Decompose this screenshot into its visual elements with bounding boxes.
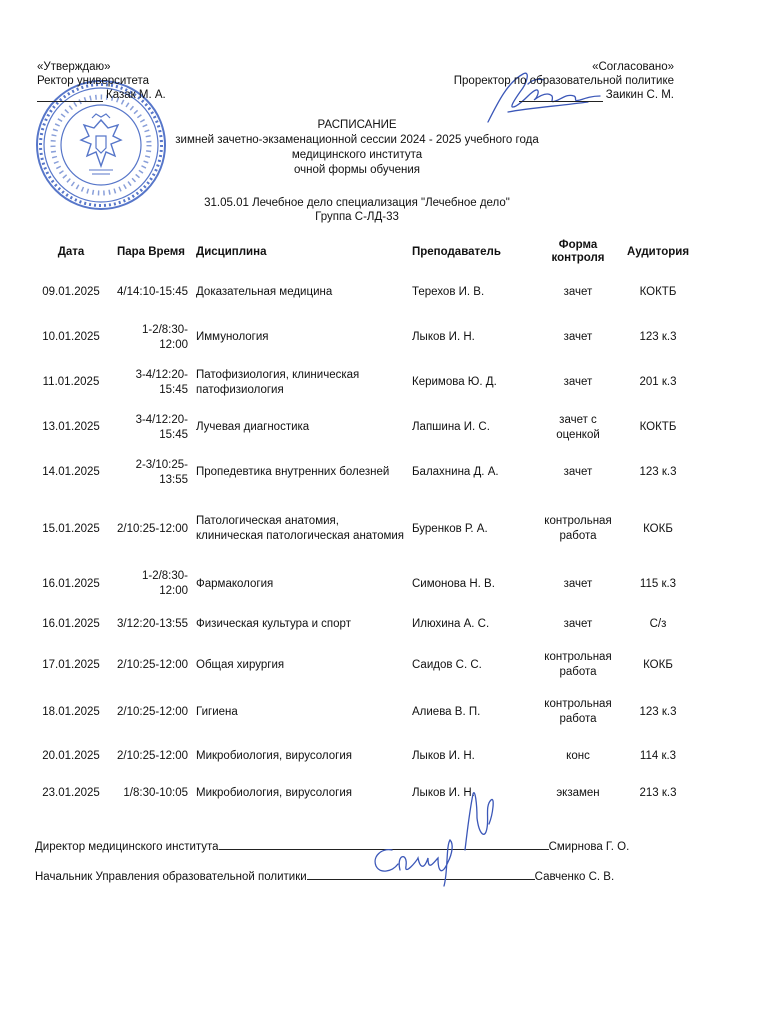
cell-para-time: 2/10:25-12:00 (117, 705, 188, 718)
approval-name: Казак М. А. (106, 89, 166, 101)
table-row (30, 315, 696, 360)
cell-date: 13.01.2025 (42, 421, 100, 433)
table-row (30, 737, 696, 775)
cell-para-time: 1-2/8:30-12:00 (141, 323, 188, 351)
cell-para-time: 3-4/12:20-15:45 (135, 413, 188, 441)
cell-discipline: Микробиология, вирусология (196, 749, 352, 762)
cell-teacher: Лапшина И. С. (412, 421, 490, 433)
head-signature-row (35, 868, 614, 884)
title-line-1: РАСПИСАНИЕ (317, 119, 397, 131)
cell-room: 213 к.3 (639, 786, 677, 799)
table-row (30, 563, 696, 605)
specialty-line: 31.05.01 Лечебное дело специализация "Лечебное дело" (204, 197, 510, 209)
cell-teacher: Алиева В. П. (412, 705, 481, 718)
cell-date: 17.01.2025 (42, 658, 100, 671)
cell-para-time: 1/8:30-10:05 (123, 786, 188, 799)
table-row (30, 687, 696, 737)
cell-teacher: Керимова Ю. Д. (412, 376, 497, 388)
cell-date: 18.01.2025 (42, 705, 100, 718)
director-position: Директор медицинского института (35, 841, 219, 853)
cell-discipline: Физическая культура и спорт (196, 617, 351, 630)
cell-discipline: Общая хирургия (196, 658, 285, 671)
cell-date: 16.01.2025 (42, 617, 100, 630)
cell-teacher: Лыков И. Н. (412, 331, 475, 343)
cell-discipline: Иммунология (196, 331, 269, 343)
cell-control-form: зачет (563, 376, 593, 388)
cell-control-form: конс (566, 749, 590, 762)
cell-date: 20.01.2025 (42, 749, 100, 762)
cell-para-time: 1-2/8:30-12:00 (141, 570, 188, 597)
cell-discipline: Пропедевтика внутренних болезней (196, 466, 390, 478)
cell-control-form: контрольная работа (544, 698, 612, 725)
document-title (0, 118, 714, 178)
cell-date: 16.01.2025 (42, 577, 100, 590)
cell-date: 15.01.2025 (42, 522, 100, 535)
cell-discipline: Лучевая диагностика (196, 421, 310, 433)
head-name: Савченко С. В. (534, 871, 615, 883)
cell-date: 10.01.2025 (42, 331, 100, 343)
signature-line (519, 90, 603, 102)
cell-para-time: 2/10:25-12:00 (117, 658, 188, 671)
director-name: Смирнова Г. О. (548, 841, 630, 853)
cell-date: 14.01.2025 (42, 466, 100, 478)
cell-control-form: зачет (563, 577, 593, 590)
cell-room: 201 к.3 (639, 376, 677, 388)
cell-room: 123 к.3 (639, 705, 677, 718)
cell-room: КОКТБ (639, 421, 677, 433)
cell-discipline: Микробиология, вирусология (196, 786, 352, 799)
approval-block (37, 60, 166, 102)
cell-control-form: зачет с оценкой (556, 413, 600, 441)
cell-para-time: 3/12:20-13:55 (117, 617, 188, 630)
table-header-row (30, 234, 696, 270)
cell-control-form: зачет (563, 466, 593, 478)
cell-room: С/з (649, 617, 667, 630)
cell-teacher: Илюхина А. С. (412, 617, 490, 630)
cell-discipline: Гигиена (196, 705, 238, 718)
table-row (30, 605, 696, 643)
agreement-heading: «Согласовано» (592, 61, 674, 73)
agreement-name: Заикин С. М. (605, 89, 674, 101)
cell-control-form: зачет (563, 617, 593, 630)
approval-heading: «Утверждаю» (37, 61, 111, 73)
cell-teacher: Лыков И. Н. (412, 786, 475, 799)
cell-teacher: Саидов С. С. (412, 658, 482, 671)
schedule-table (30, 234, 696, 811)
cell-discipline: Фармакология (196, 577, 274, 590)
title-line-3: медицинского института (291, 149, 423, 161)
signature-line (37, 90, 103, 102)
cell-control-form: зачет (563, 286, 593, 298)
cell-room: КОКБ (643, 658, 673, 671)
agreement-signature-line (454, 88, 674, 102)
cell-room: КОКТБ (639, 286, 677, 298)
approval-position: Ректор университета (37, 75, 150, 87)
cell-para-time: 2/10:25-12:00 (117, 522, 188, 535)
header-discipline: Дисциплина (196, 245, 267, 258)
header-control-form: Форма контроля (551, 239, 605, 264)
title-line-4: очной формы обучения (294, 164, 420, 176)
cell-teacher: Балахнина Д. А. (412, 466, 499, 478)
head-signature-icon (362, 832, 492, 892)
director-signature-row (35, 838, 629, 854)
cell-control-form: зачет (563, 331, 593, 343)
agreement-position: Проректор по образовательной политике (453, 75, 674, 87)
approval-signature-line (37, 88, 166, 102)
agreement-block (454, 60, 674, 102)
head-position: Начальник Управления образовательной политики (35, 871, 307, 883)
cell-date: 23.01.2025 (42, 786, 100, 799)
header-room: Аудитория (626, 245, 690, 258)
cell-discipline: Патологическая анатомия, клиническая патологическая анатомия (196, 515, 405, 542)
cell-teacher: Буренков Р. А. (412, 522, 488, 535)
cell-date: 11.01.2025 (42, 376, 100, 388)
cell-para-time: 4/14:10-15:45 (117, 286, 188, 298)
cell-date: 09.01.2025 (42, 286, 100, 298)
header-para-time: Пара Время (116, 245, 186, 258)
table-row (30, 360, 696, 405)
cell-para-time: 2-3/10:25-13:55 (135, 458, 188, 486)
header-date: Дата (57, 245, 85, 258)
cell-teacher: Симонова Н. В. (412, 577, 495, 590)
cell-control-form: контрольная работа (544, 651, 612, 678)
cell-teacher: Лыков И. Н. (412, 749, 475, 762)
title-line-2: зимней зачетно-экзаменационной сессии 2024 - 2025 учебного года (175, 134, 539, 146)
cell-para-time: 2/10:25-12:00 (117, 749, 188, 762)
table-row (30, 643, 696, 687)
table-row (30, 775, 696, 811)
table-row (30, 495, 696, 563)
table-row (30, 450, 696, 495)
cell-discipline: Патофизиология, клиническая патофизиология (196, 368, 360, 396)
cell-room: 123 к.3 (639, 331, 677, 343)
cell-room: КОКБ (643, 522, 673, 535)
cell-room: 114 к.3 (639, 749, 677, 762)
cell-control-form: контрольная работа (544, 515, 612, 542)
group-line: Группа С-ЛД-33 (315, 211, 399, 223)
cell-teacher: Терехов И. В. (412, 286, 485, 298)
cell-control-form: экзамен (556, 786, 600, 799)
cell-discipline: Доказательная медицина (196, 286, 333, 298)
table-row (30, 270, 696, 315)
cell-room: 115 к.3 (639, 577, 677, 590)
specialty-block (0, 196, 714, 224)
cell-para-time: 3-4/12:20-15:45 (135, 368, 188, 396)
table-row (30, 405, 696, 450)
header-teacher: Преподаватель (412, 245, 501, 258)
cell-room: 123 к.3 (639, 466, 677, 478)
